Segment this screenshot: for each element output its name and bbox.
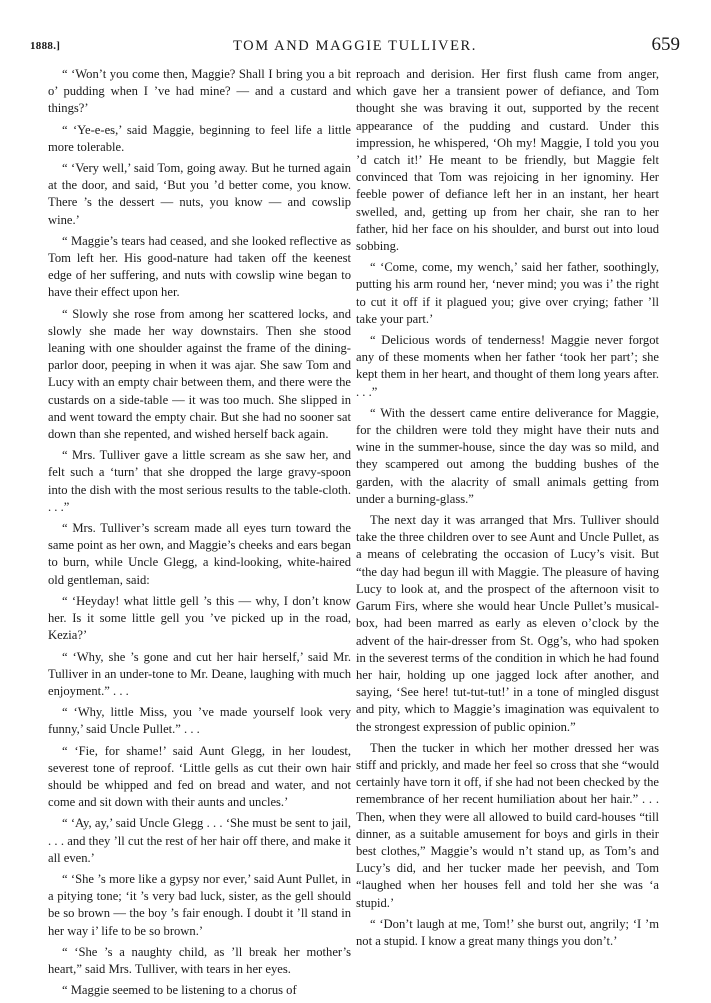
paragraph: “ ‘Won’t you come then, Maggie? Shall I bring you a bit o’ pudding when I ’ve had mine? — and a custard and things?’ xyxy=(48,67,351,116)
paragraph: “ ‘She ’s more like a gypsy nor ever,’ said Aunt Pullet, in a pitying tone; ‘it ’s very bad luck, sister, as the gell should be so brown — the boy ’s fair enough. I doubt it ’ll stand in her way i’ life to be so brown.’ xyxy=(48,871,351,938)
paragraph: “ Mrs. Tulliver gave a little scream as she saw her, and felt such a ‘turn’ that she dropped the large gravy-spoon into the dish with the most serious results to the table-cloth. . . .” xyxy=(48,448,351,514)
left-column xyxy=(48,66,351,1003)
paragraph: Then the tucker in which her mother dressed her was stiff and prickly, and made her feel so cross that she “would certainly have torn it off, if she had not been checked by the remembrance of her recent humiliation about her hair.” . . . Then, when they were all allowed to build card-houses “till dinner, as a suitable amusement for boys and girls in their best clothes,” Maggie’s would n’t stand up, as Tom’s and Lucy’s did, and her tucker made her peevish, and Tom “laughed when her houses fell and told her she was ‘a stupid.’ xyxy=(356,740,659,910)
paragraph: “ ‘Ye-e-es,’ said Maggie, beginning to feel life a little more tolerable. xyxy=(48,122,351,154)
right-column xyxy=(356,66,659,954)
paragraph: “ ‘Very well,’ said Tom, going away. But he turned again at the door, and said, ‘But you ’d better come, you know. There ’s the dessert — nuts, you know — and cowslip wine.’ xyxy=(48,161,351,227)
header-title: TOM AND MAGGIE TULLIVER. xyxy=(232,38,478,54)
paragraph: “ With the dessert came entire deliverance for Maggie, for the children were told they might have their nuts and wine in the summer-house, since the day was so mild, and they scampered out among the budding bushes of the garden, with the alacrity of small animals getting from under a burning-glass.” xyxy=(356,405,659,506)
paragraph: “ Maggie seemed to be listening to a chorus of xyxy=(62,983,297,998)
page-number: 659 xyxy=(651,34,680,55)
header-year: 1888.] xyxy=(30,40,61,52)
paragraph: “ ‘Don’t laugh at me, Tom!’ she burst out, angrily; ‘I ’m not a stupid. I know a great many things you don’t.’ xyxy=(356,916,659,948)
paragraph: “ ‘Why, little Miss, you ’ve made yourself look very funny,’ said Uncle Pullet.” . . . xyxy=(48,705,351,737)
paragraph-continued: reproach and derision. Her first flush came from anger, which gave her a transient power of defiance, and Tom thought she was braving it out, supported by the recent appearance of the pudding and custard. Under this impression, he whispered, ‘Oh my! Maggie, I told you you ’d catch it!’ He meant to be friendly, but Maggie felt convinced that Tom was rejoicing in her ignominy. Her feeble power of defiance left her in an instant, her heart swelled, and, getting up from her chair, she ran to her father, hid her face on his shoulder, and burst out into loud sobbing. xyxy=(356,67,659,254)
paragraph: “ ‘Why, she ’s gone and cut her hair herself,’ said Mr. Tulliver in an under-tone to Mr. Deane, laughing with much enjoyment.” . . . xyxy=(48,649,351,698)
paragraph: “ Maggie’s tears had ceased, and she looked reflective as Tom left her. His good-nature had taken off the keenest edge of her suffering, and nuts with cowslip wine began to have their effect upon her. xyxy=(48,233,351,300)
paragraph: “ ‘Heyday! what little gell ’s this — why, I don’t know her. Is it some little gell you ’ve picked up in the road, Kezia?’ xyxy=(48,593,351,643)
paragraph: “ ‘Fie, for shame!’ said Aunt Glegg, in her loudest, severest tone of reproof. ‘Little gells as cut their own hair should be whipped and fed on bread and water, and not come and sit down with their aunts and uncles.’ xyxy=(48,743,351,810)
paragraph: “ ‘Ay, ay,’ said Uncle Glegg . . . ‘She must be sent to jail, . . . and they ’ll cut the rest of her hair off there, and make it all even.’ xyxy=(48,816,351,865)
paragraph: “ Slowly she rose from among her scattered locks, and slowly she made her way downstairs. Then she stood leaning with one shoulder against the frame of the dining-parlor door, peeping in when it was ajar. She saw Tom and Lucy with an empty chair between them, and there were the custards on a side-table — it was too much. She slipped in and went toward the empty chair. But she had no sooner sat down than she repented, and wished herself back again. xyxy=(48,306,351,442)
paragraph: The next day it was arranged that Mrs. Tulliver should take the three children over to see Aunt and Uncle Pullet, as a means of celebrating the occasion of Lucy’s visit. But “the day had begun ill with Maggie. The pleasure of having Lucy to look at, and the prospect of the afternoon visit to Garum Firs, where she would hear Uncle Pullet’s musical-box, had been marred as early as eleven o’clock by the advent of the hair-dresser from St. Ogg’s, who had spoken in the severest terms of the condition in which he had found her hair, holding up one jagged lock after another, and saying, ‘See here! tut-tut-tut!’ in a tone of mingled disgust and pity, which to Maggie’s imagination was equivalent to the strongest expression of public opinion.” xyxy=(356,513,659,734)
paragraph: “ ‘Come, come, my wench,’ said her father, soothingly, putting his arm round her, ‘never mind; you was i’ the right to cut it off if it plagued you; give over crying; father ’ll take your part.’ xyxy=(356,260,659,326)
running-header xyxy=(30,34,680,58)
paragraph: “ Delicious words of tenderness! Maggie never forgot any of these moments when her father ‘took her part’; she kept them in her heart, and thought of them long years after. . . .” xyxy=(356,333,659,399)
paragraph: “ ‘She ’s a naughty child, as ’ll break her mother’s heart,” said Mrs. Tulliver, with tears in her eyes. xyxy=(48,944,351,976)
paragraph: “ Mrs. Tulliver’s scream made all eyes turn toward the same point as her own, and Maggie’s cheeks and ears began to burn, while Uncle Glegg, a kind-looking, white-haired old gentleman, said: xyxy=(48,521,351,587)
